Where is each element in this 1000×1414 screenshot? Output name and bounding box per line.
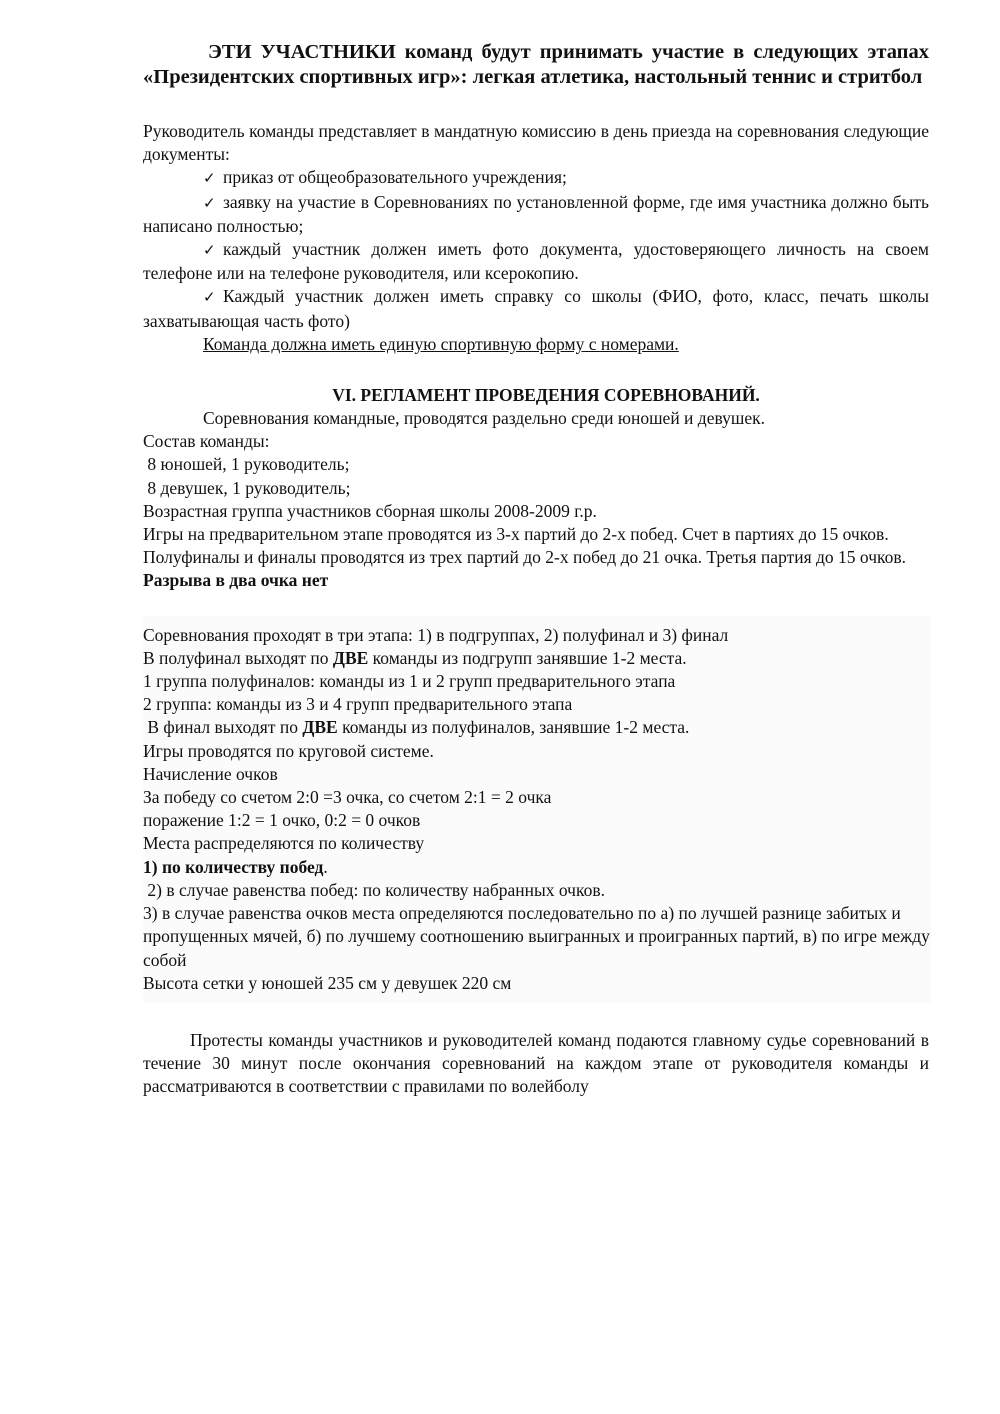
stage-line: 1 группа полуфиналов: команды из 1 и 2 групп предварительного этапа <box>143 671 676 692</box>
intro-paragraph: Руководитель команды представляет в мандатную комиссию в день приезда на соревнования следующие документы: <box>143 121 929 165</box>
reg-line: 8 юношей, 1 руководитель; <box>143 454 350 475</box>
stage-line: Соревнования проходят в три этапа: 1) в подгруппах, 2) полуфинал и 3) финал <box>143 624 729 645</box>
reg-line: Возрастная группа участников сборная школы 2008-2009 г.р. <box>143 500 597 521</box>
checkmark-icon: ✓ <box>203 288 216 307</box>
protest-paragraph: Протесты команды участников и руководителей команд подаются главному судье соревнований в течение 30 минут после окончания соревнований на каждом этапе от руководителя команды и рассматриваются в соответствии с правилами по волейболу <box>143 1029 929 1097</box>
reg-line: Игры на предварительном этапе проводятся из 3-х партий до 2-х побед. Счет в партиях до 15 очков. <box>143 524 889 545</box>
stage-line: Места распределяются по количеству <box>143 833 425 854</box>
stage-line: В полуфинал выходят по ДВЕ команды из подгрупп занявшие 1-2 места. <box>143 647 687 668</box>
stage-line: поражение 1:2 = 1 очко, 0:2 = 0 очков <box>143 810 421 831</box>
document-page <box>143 40 929 1099</box>
stages-block <box>143 616 931 1003</box>
checklist-item: ✓ каждый участник должен иметь фото документа, удостоверяющего личность на своем телефоне или на телефоне руководителя, или ксерокопию. <box>143 239 929 284</box>
reg-line: 8 девушек, 1 руководитель; <box>143 477 351 498</box>
checklist-item: ✓ заявку на участие в Соревнованиях по установленной форме, где имя участника должно быть написано полностью; <box>143 191 929 236</box>
regulations-block <box>143 407 929 593</box>
checkmark-icon: ✓ <box>203 169 216 188</box>
reg-line-bold: Разрыва в два очка нет <box>143 570 329 591</box>
stage-line: Высота сетки у юношей 235 см у девушек 220 см <box>143 972 512 993</box>
checkmark-icon: ✓ <box>203 193 216 212</box>
reg-line: Полуфиналы и финалы проводятся из трех партий до 2-х побед до 21 очка. Третья партия до 15 очков. <box>143 547 907 568</box>
documents-checklist <box>143 166 929 332</box>
stage-line: 1) по количеству побед. <box>143 856 328 877</box>
checklist-item: ✓ приказ от общеобразовательного учреждения; <box>143 166 929 190</box>
section-title: VI. РЕГЛАМЕНТ ПРОВЕДЕНИЯ СОРЕВНОВАНИЙ. <box>332 385 760 406</box>
stage-line: 2 группа: команды из 3 и 4 групп предварительного этапа <box>143 694 573 715</box>
stage-line: За победу со счетом 2:0 =3 очка, со счетом 2:1 = 2 очка <box>143 787 552 808</box>
stage-line: Начисление очков <box>143 763 278 784</box>
document-heading: ЭТИ УЧАСТНИКИ команд будут принимать участие в следующих этапах «Президентских спортивных игр»: легкая атлетика, настольный теннис и стритбол <box>143 41 929 88</box>
reg-line: Состав команды: <box>143 431 270 452</box>
stage-line: Игры проводятся по круговой системе. <box>143 740 434 761</box>
checklist-item: ✓ Каждый участник должен иметь справку со школы (ФИО, фото, класс, печать школы захватывающая часть фото) <box>143 286 929 331</box>
checkmark-icon: ✓ <box>203 241 216 260</box>
reg-line: Соревнования командные, проводятся раздельно среди юношей и девушек. <box>203 408 765 429</box>
stage-line: В финал выходят по ДВЕ команды из полуфиналов, занявшие 1-2 места. <box>143 717 690 738</box>
stage-line: 3) в случае равенства очков места определяются последовательно по а) по лучшей разнице забитых и пропущенных мячей, б) по лучшему соотношению выигранных и проигранных партий, в) по игре между собой <box>143 903 930 970</box>
uniform-note: Команда должна иметь единую спортивную форму с номерами. <box>203 333 679 354</box>
stage-line: 2) в случае равенства побед: по количеству набранных очков. <box>143 879 605 900</box>
